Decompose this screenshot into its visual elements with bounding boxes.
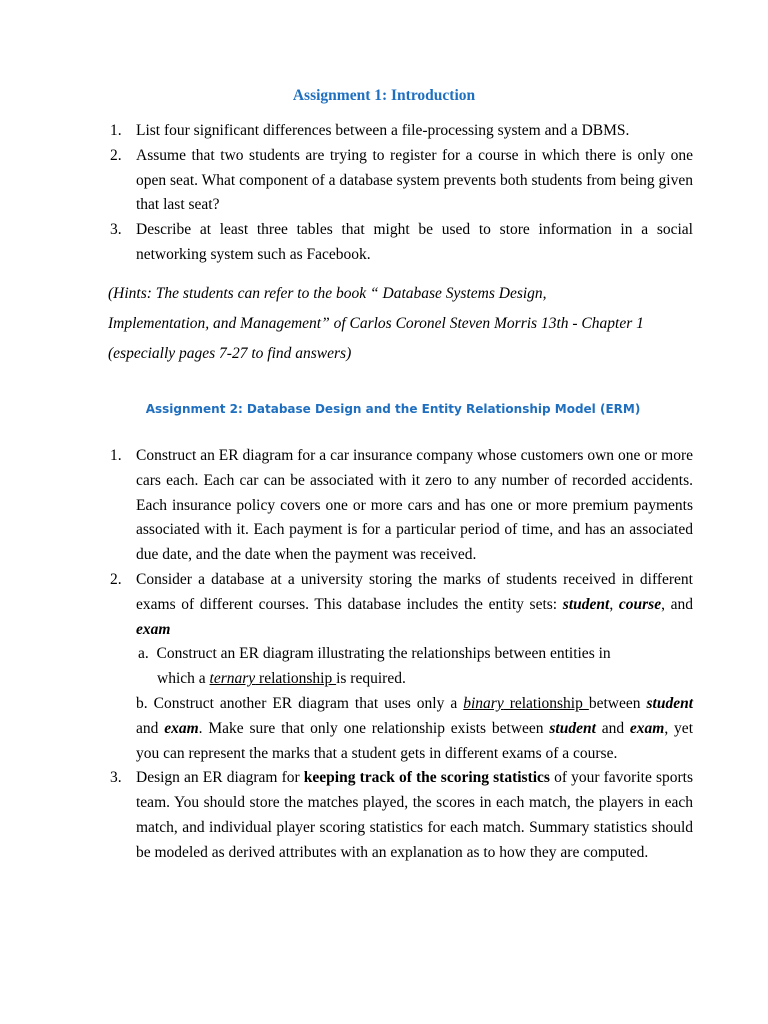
text-run: Design an ER diagram for — [136, 769, 304, 787]
sub-question-label: b. — [136, 694, 148, 712]
question-item — [0, 444, 768, 568]
assignment2-title: Assignment 2: Database Design and the Entity Relationship Model (ERM) — [145, 402, 641, 416]
entity-student: student — [646, 694, 694, 712]
entity-exam: exam — [629, 719, 665, 737]
term-relationship: relationship — [503, 694, 589, 712]
entity-student: student — [562, 595, 610, 613]
question-item — [0, 218, 768, 268]
entity-exam: exam — [164, 719, 199, 737]
text-run: and — [595, 719, 630, 737]
text-run: of your favorite sports team. You should store the matches played, the scores in each match, the players in each match, and individual player scoring statistics for each match. Summary statistics should be modeled as derived attributes with an explanation as to how they are computed. — [136, 769, 693, 861]
hints-line: (especially pages 7-27 to find answers) — [108, 345, 352, 362]
sub-question-b — [136, 692, 693, 766]
text-run: . Make sure that only one relationship exists between — [198, 719, 550, 737]
question-item — [0, 568, 768, 766]
text-run: , — [609, 595, 619, 613]
hints-line: (Hints: The students can refer to the book “ Database Systems Design, — [108, 285, 547, 302]
text-run: Consider a database at a university storing the marks of students received in different exams of different courses. This database includes the entity sets: — [136, 570, 693, 613]
text-run: Construct another ER diagram that uses only a — [147, 694, 464, 712]
question-text: Construct an ER diagram for a car insurance company whose customers own one or more cars each. Each car can be associated with it zero to any number of recorded accidents. Each insurance policy covers one or more cars and has one or more premium payments associated with it. Each payment is for a particular period of time, and has an associated due date, and the date when the payment was received. — [136, 447, 693, 564]
emphasis-scoring-statistics: keeping track of the scoring statistics — [303, 769, 550, 787]
assignment2-question-list — [0, 444, 768, 866]
text-run: , and — [661, 595, 694, 613]
term-relationship: relationship — [255, 670, 337, 688]
text-run: , yet you can represent the marks that a student gets in different exams of a course. — [136, 719, 693, 762]
question-item — [0, 766, 768, 865]
hints-note — [108, 279, 708, 369]
term-binary: binary — [463, 694, 504, 712]
question-number: 3. — [110, 769, 122, 787]
sub-question-label: a. — [138, 645, 149, 663]
question-number: 3. — [110, 221, 122, 239]
question-number: 2. — [110, 570, 122, 588]
question-text: List four significant differences between a file-processing system and a DBMS. — [136, 122, 630, 139]
text-run: is required. — [336, 670, 406, 688]
question-number: 1. — [110, 447, 122, 464]
question-number: 2. — [110, 146, 122, 164]
question-text — [136, 568, 693, 642]
hints-line: Implementation, and Management” of Carlos Coronel Steven Morris 13th - Chapter 1 — [108, 315, 644, 332]
question-number: 1. — [110, 122, 122, 139]
assignment1-question-list — [0, 119, 768, 268]
question-text: Assume that two students are trying to register for a course in which there is only one open seat. What component of a database system prevents both students from being given that last seat? — [136, 146, 693, 214]
entity-course: course — [618, 595, 662, 613]
question-text: Describe at least three tables that might be used to store information in a social networking system such as Facebook. — [136, 221, 693, 263]
text-run: which a — [157, 670, 210, 688]
text-run: between — [588, 694, 647, 712]
term-ternary: ternary — [209, 670, 256, 688]
entity-student: student — [549, 719, 596, 737]
entity-exam: exam — [136, 620, 171, 638]
assignment1-title: Assignment 1: Introduction — [292, 87, 476, 104]
sub-question-a — [136, 642, 693, 692]
question-item — [0, 119, 768, 144]
text-run: and — [136, 719, 165, 737]
question-item — [0, 144, 768, 218]
text-run: Construct an ER diagram illustrating the relationships between entities in — [156, 645, 611, 663]
question-text — [136, 766, 693, 865]
